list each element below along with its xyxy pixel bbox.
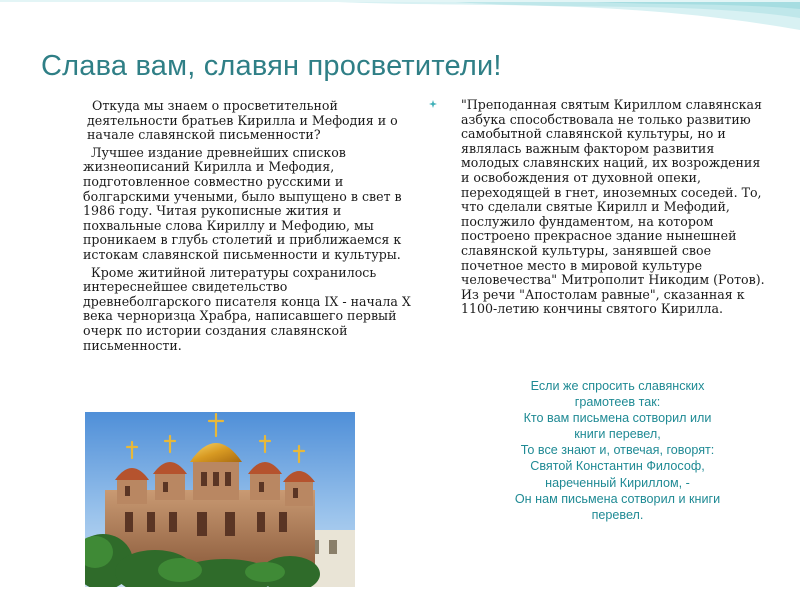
verse-line: Святой Константин Философ, <box>530 459 705 474</box>
right-text-column <box>436 98 771 317</box>
cathedral-photo <box>85 412 355 587</box>
left-paragraph-question: Откуда мы знаем о просветительной деятельности братьев Кирилла и Мефодия и о начале славянской письменности? <box>87 98 398 143</box>
verse-line: Он нам письмена сотворил и книги <box>514 491 721 506</box>
verse-line: То все знают и, отвечая, говорят: <box>520 443 715 458</box>
left-text-column <box>83 99 413 356</box>
khrabr-verse <box>480 378 755 523</box>
verse-line: нареченный Кириллом, - <box>545 475 690 490</box>
verse-line: Если же спросить славянских <box>530 379 705 393</box>
verse-line: перевел. <box>591 507 644 522</box>
bullet-star-icon <box>429 100 437 108</box>
nikodim-quote: "Преподанная святым Кириллом славянская азбука способствовала не только развитию самобытной славянской культуры, но и являлась важным фактором развития молодых славянских наций, их возрождения и освобождения от духовной опеки, переходящей в гнет, иноземных соседей. То, что сделали святые Кирилл и Мефодий, послужило фундаментом, на котором построено прекрасное здание нынешней славянской культуры, занявшей свое почетное место в мировой культуре человечества" Митрополит Никодим (Ротов). Из речи "Апостолам равные", сказанная к 1100-летию кончины святого Кирилла. <box>461 97 765 317</box>
verse-line: книги перевел, <box>574 427 661 442</box>
verse-line: Кто вам письмена сотворил или <box>523 411 712 426</box>
verse-line: грамотеев так: <box>574 395 661 410</box>
left-paragraph-edition: Лучшее издание древнейших списков жизнеописаний Кирилла и Мефодия, подготовленное совместно русскими и болгарскими учеными, было выпущено в свет в 1986 году. Читая рукописные жития и похвальные слова Кириллу и Мефодию, мы проникаем в глубь столетий и приближаемся к истокам славянской письменности и культуры. <box>83 144 402 262</box>
slide-title: Слава вам, славян просветители! <box>41 50 502 82</box>
left-paragraph-khrabr: Кроме житийной литературы сохранилось интереснейшее свидетельство древнеболгарского писателя конца IX - начала X века черноризца Храбра, написавшего первый очерк по истории создания славянской письменности. <box>83 264 411 353</box>
